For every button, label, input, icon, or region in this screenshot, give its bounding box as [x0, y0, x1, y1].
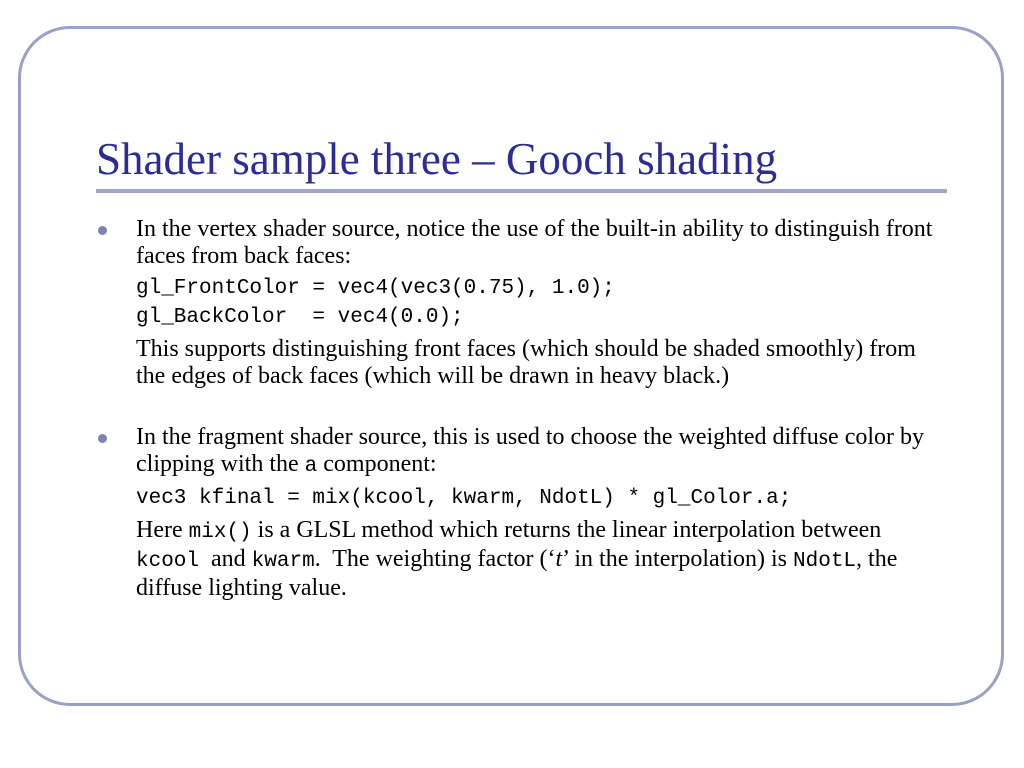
inline-code: a [304, 455, 318, 478]
italic-t: t [555, 546, 563, 572]
code-line: vec3 kfinal = mix(kcool, kwarm, NdotL) * gl_Color.a; [136, 487, 792, 510]
bullet-item-vertex [98, 216, 948, 390]
bullet-icon [98, 434, 107, 443]
inline-code: mix() [188, 521, 252, 544]
bullet-text [136, 424, 948, 480]
text-run: Here [136, 517, 189, 543]
slide-content [98, 216, 948, 602]
slide-title: Shader sample three – Gooch shading [96, 134, 778, 184]
text-run: and [199, 546, 252, 572]
text-run: , the diffuse lighting value. [136, 546, 898, 601]
bullet-icon [98, 226, 107, 235]
inline-code: NdotL [793, 550, 857, 573]
text-run: component: [317, 451, 437, 477]
inline-code: kcool [136, 550, 200, 573]
code-line: gl_FrontColor = vec4(vec3(0.75), 1.0); [136, 277, 615, 300]
text-run: ’ in the interpolation) is [562, 546, 794, 572]
bullet-item-fragment [98, 424, 948, 602]
text-run: is a GLSL method which returns the linear interpolation between [251, 517, 882, 543]
bullet-text: In the vertex shader source, notice the use of the built-in ability to distinguish front faces from back faces: [136, 216, 933, 269]
bullet-note: This supports distinguishing front faces (which should be shaded smoothly) from the edges of back faces (which will be drawn in heavy black.) [136, 336, 916, 389]
text-run: In the fragment shader source, this is used to choose the weighted diffuse color by clipping with the [136, 424, 925, 477]
bullet-note [136, 517, 948, 602]
text-run: . The weighting factor (‘ [314, 546, 556, 572]
inline-code: kwarm [251, 550, 315, 573]
code-line: gl_BackColor = vec4(0.0); [136, 306, 464, 329]
title-rule [96, 189, 947, 193]
